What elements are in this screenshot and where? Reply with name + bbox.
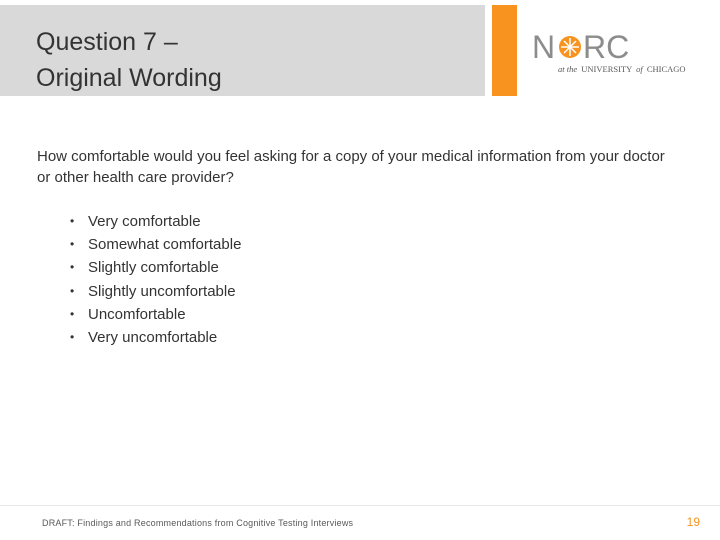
logo-tagline-prefix: at the (558, 64, 578, 74)
accent-strip (492, 5, 517, 96)
logo-letters-rc: RC (583, 29, 630, 65)
logo-tagline-chicago: CHICAGO (646, 64, 686, 74)
logo-letter-n: N (532, 29, 556, 65)
answer-option: • Somewhat comfortable (70, 233, 241, 256)
slide-title-line-2: Original Wording (36, 64, 222, 92)
answer-option: • Slightly uncomfortable (70, 280, 241, 303)
bullet-icon: • (70, 283, 75, 298)
slide-title (36, 24, 456, 96)
answer-options-list (70, 210, 241, 349)
slide-title-line-1: Question 7 – (36, 28, 178, 56)
bullet-icon: • (70, 214, 75, 228)
norc-logo (522, 20, 702, 80)
logo-tagline-of: of (636, 64, 643, 74)
footer-text: DRAFT: Findings and Recommendations from Cognitive Testing Interviews (42, 518, 354, 528)
footer-divider (0, 505, 720, 506)
title-bar (0, 5, 485, 96)
answer-option: • Very comfortable (70, 210, 241, 233)
answer-option: • Very uncomfortable (70, 326, 241, 349)
bullet-icon: • (70, 237, 75, 252)
answer-option: • Slightly comfortable (70, 256, 241, 279)
answer-option: • Uncomfortable (70, 303, 241, 326)
svg-text:at the UNIVERSITY of (558, 64, 686, 74)
bullet-icon: • (70, 330, 75, 345)
bullet-icon: • (70, 260, 75, 275)
question-text: How comfortable would you feel asking for a copy of your medical information from your doctor or other health care provider? (37, 148, 665, 186)
page-number: 19 (686, 515, 700, 529)
bullet-icon: • (70, 306, 75, 321)
logo-tagline-university: UNIVERSITY (581, 64, 632, 74)
